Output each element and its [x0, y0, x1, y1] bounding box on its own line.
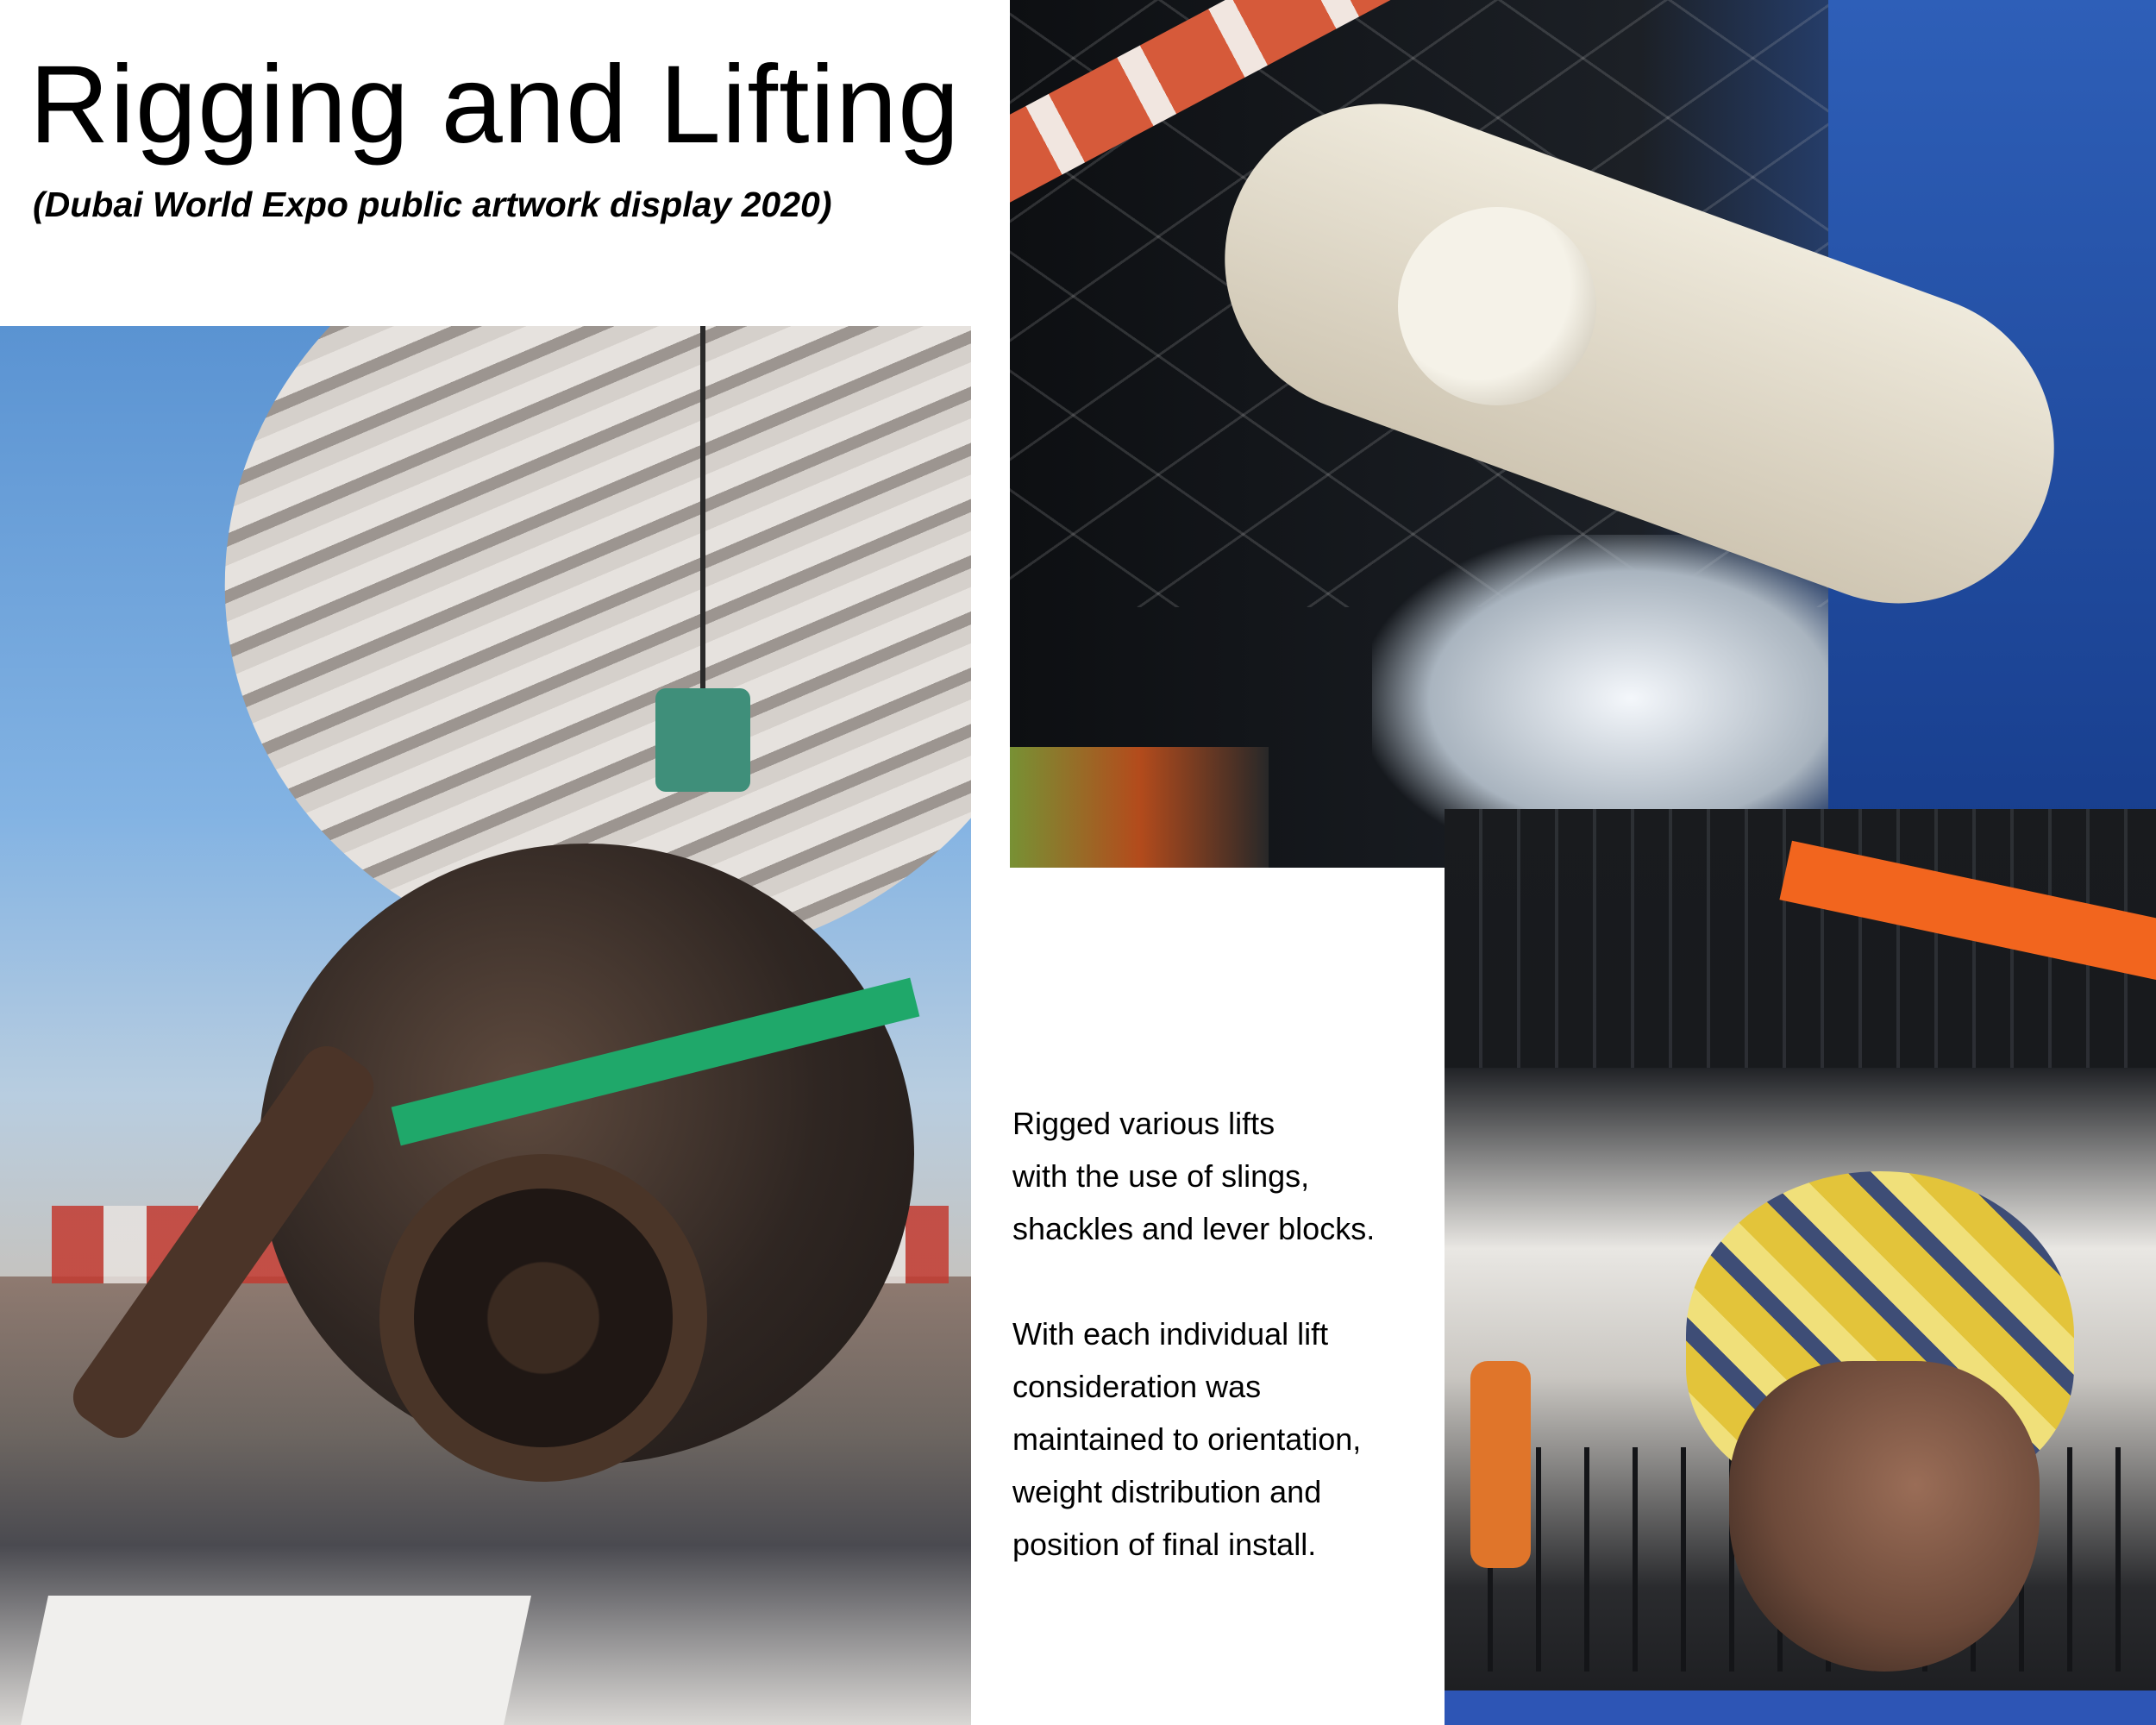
- face-sculpture: [1729, 1361, 2040, 1672]
- crane-hook-block: [655, 688, 750, 792]
- astronaut-helmet: [1398, 207, 1596, 405]
- artwork-wheel: [379, 1154, 707, 1482]
- foam-blocks: [21, 1596, 531, 1725]
- page-title: Rigging and Lifting: [29, 43, 961, 166]
- blue-floor-cover: [1445, 1690, 2156, 1725]
- text-line: Rigged various lifts: [1012, 1106, 1275, 1141]
- worker-orange-coverall: [1470, 1361, 1531, 1568]
- page-subtitle: (Dubai World Expo public artwork display 2020): [33, 185, 832, 224]
- crane-cable: [700, 326, 705, 688]
- text-line: With each individual lift: [1012, 1316, 1329, 1352]
- description-paragraph-1: [1012, 1097, 1444, 1255]
- text-line: position of final install.: [1012, 1527, 1317, 1562]
- photo-turban-head-lift: [1445, 809, 2156, 1725]
- photo-outdoor-crane-lift: [0, 326, 971, 1725]
- text-line: maintained to orientation,: [1012, 1421, 1362, 1457]
- rigging-crew: [1010, 747, 1269, 868]
- text-line: consideration was: [1012, 1369, 1262, 1404]
- photo-astronaut-lift: [1010, 0, 2156, 868]
- text-line: shackles and lever blocks.: [1012, 1211, 1376, 1246]
- description-text: [1012, 1097, 1444, 1571]
- description-paragraph-2: [1012, 1308, 1444, 1571]
- text-line: weight distribution and: [1012, 1474, 1322, 1509]
- text-line: with the use of slings,: [1012, 1158, 1310, 1194]
